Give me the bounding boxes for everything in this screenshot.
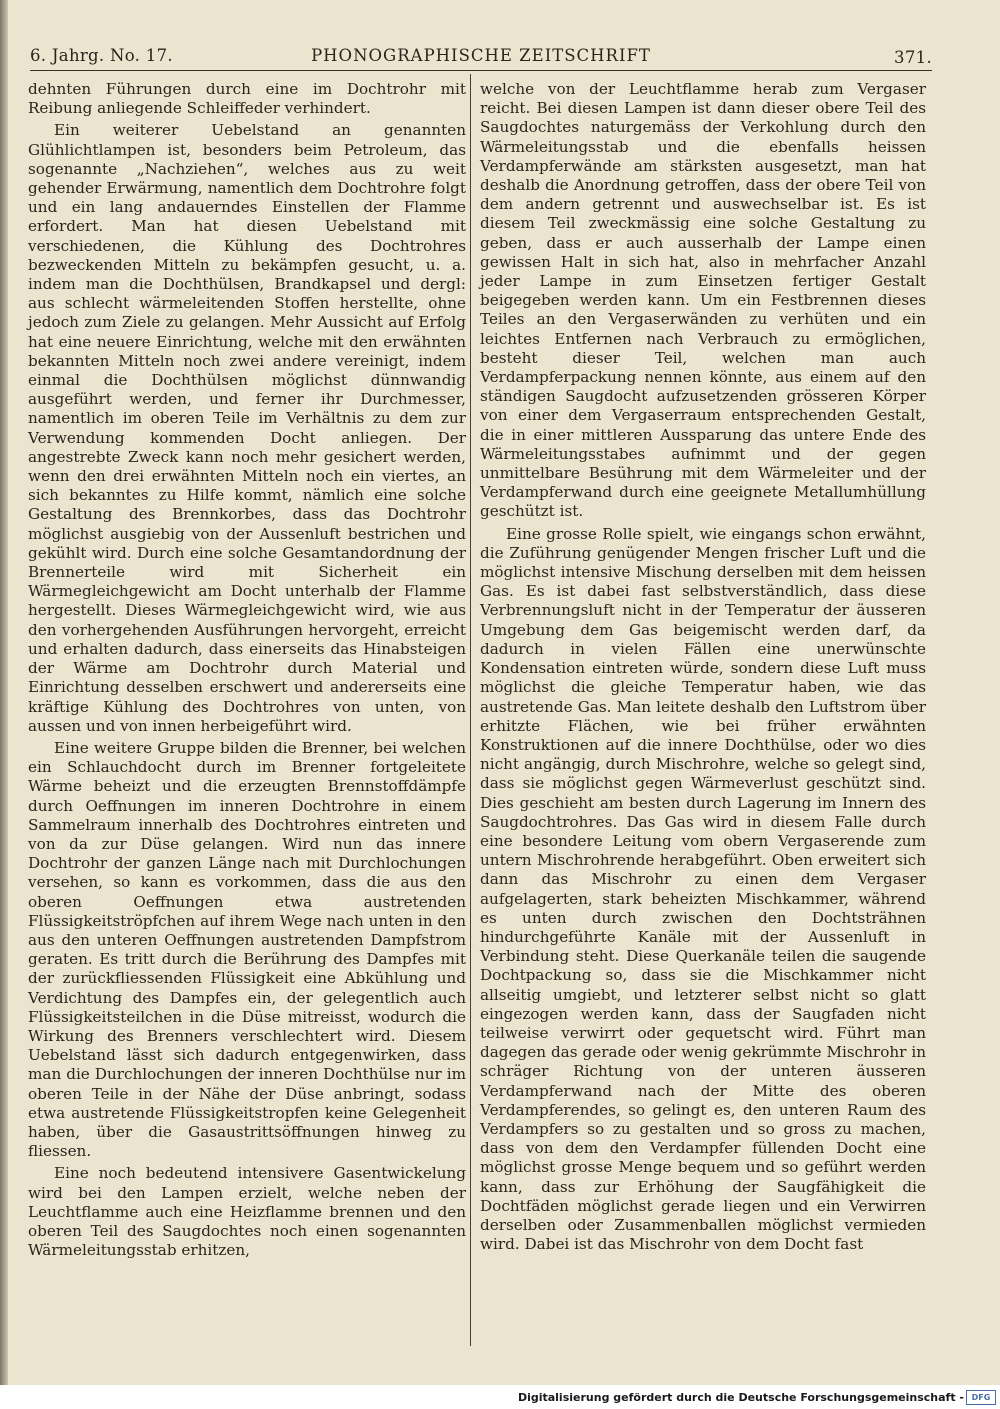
paragraph: Eine noch bedeutend intensivere Gasentwickelung wird bei den Lampen erzielt, welche neben der Leuchtflamme auch eine Heizflamme brennen und den oberen Teil des Saugdochtes noch einen sogenannten Wärmeleitungsstab erhitzen,	[28, 1164, 466, 1260]
journal-title: PHONOGRAPHISCHE ZEITSCHRIFT	[311, 46, 651, 65]
volume-issue: 6. Jahrg. No. 17.	[30, 46, 173, 65]
page-number: 371.	[894, 48, 932, 67]
column-rule	[470, 74, 471, 1346]
page-binding-edge	[0, 0, 8, 1385]
dfg-logo: DFG	[966, 1390, 996, 1405]
paragraph: Eine weitere Gruppe bilden die Brenner, bei welchen ein Schlauchdocht durch im Brenner fortgeleitete Wärme beheizt und die erzeugten Brennstoffdämpfe durch Oeffnungen im inneren Dochtrohre in einem Sammelraum innerhalb des Dochtrohres eintreten und von da zur Düse gelangen. Wird nun das innere Dochtrohr der ganzen Länge nach mit Durchlochungen versehen, so kann es vorkommen, dass die aus den oberen Oeffnungen etwa austretenden Flüssigkeitströpfchen auf ihrem Wege nach unten in den aus den unteren Oeffnungen austretenden Dampfstrom geraten. Es tritt durch die Berührung des Dampfes mit der zurückfliessenden Flüssigkeit eine Abkühlung und Verdichtung des Dampfes ein, der gelegentlich auch Flüssigkeitsteilchen in die Düse mitreisst, wodurch die Wirkung des Brenners verschlechtert wird. Diesem Uebelstand lässt sich dadurch entgegenwirken, dass man die Durchlochungen der inneren Dochthülse nur im oberen Teile in der Nähe der Düse anbringt, sodass etwa austretende Flüssigkeitstropfen keine Gelegenheit haben, über die Gasaustrittsöffnungen hinweg zu fliessen.	[28, 738, 466, 1161]
running-header	[30, 44, 932, 68]
header-rule	[30, 70, 932, 71]
paragraph: dehnten Führungen durch eine im Dochtrohr mit Reibung anliegende Schleiffeder verhindert.	[28, 80, 466, 118]
paragraph: Eine grosse Rolle spielt, wie eingangs schon erwähnt, die Zuführung genügender Mengen frischer Luft und die möglichst intensive Mischung derselben mit dem heissen Gas. Es ist dabei fast selbstverständlich, dass diese Verbrennungsluft nicht in der Temperatur der äusseren Umgebung dem Gas beigemischt werden darf, da dadurch in vielen Fällen eine unerwünschte Kondensation eintreten würde, sondern diese Luft muss möglichst die gleiche Temperatur haben, wie das austretende Gas. Man leitete deshalb den Luftstrom über erhitzte Flächen, wie bei früher erwähnten Konstruktionen auf die innere Dochthülse, oder wo dies nicht angängig, durch Mischrohre, welche so gelegt sind, dass sie möglichst gegen Wärmeverlust geschützt sind. Dies geschieht am besten durch Lagerung im Innern des Saugdochtrohres. Das Gas wird in diesem Falle durch eine besondere Leitung vom obern Vergaserende zum untern Mischrohrende herabgeführt. Oben erweitert sich dann das Mischrohr zu einen dem Vergaser aufgelagerten, stark beheizten Mischkammer, während es unten durch zwischen den Dochtsträhnen hindurchgeführte Kanäle mit der Aussenluft in Verbindung steht. Diese Querkanäle teilen die saugende Dochtpackung so, dass sie die Mischkammer nicht allseitig umgiebt, und letzterer selbst nicht so glatt eingezogen werden kann, dass der Saugfaden nicht teilweise verwirrt oder gequetscht wird. Führt man dagegen das gerade oder wenig gekrümmte Mischrohr in schräger Richtung von der unteren äusseren Verdampferwand nach der Mitte des oberen Verdampferendes, so gelingt es, den unteren Raum des Verdampfers so zu gestalten und so gross zu machen, dass von dem den Verdampfer füllenden Docht eine möglichst grosse Menge bequem und so geführt werden kann, dass zur Erhöhung der Saugfähigkeit die Dochtfäden möglichst gerade liegen und ein Verwirren derselben oder Zusammenballen möglichst vermieden wird. Dabei ist das Mischrohr von dem Docht fast	[480, 524, 926, 1254]
right-column	[480, 80, 926, 1254]
funding-notice: Digitalisierung gefördert durch die Deutsche Forschungsgemeinschaft -	[517, 1391, 964, 1404]
digitization-footer	[0, 1385, 1000, 1409]
paragraph: Ein weiterer Uebelstand an genannten Glühlichtlampen ist, besonders beim Petroleum, das sogenannte „Nachziehen“, welches aus zu weit gehender Erwärmung, namentlich dem Dochtrohre folgt und ein lang andauerndes Einstellen der Flamme erfordert. Man hat diesen Uebelstand mit verschiedenen, die Kühlung des Dochtrohres bezweckenden Mitteln zu bekämpfen gesucht, u. a. indem man die Dochthülsen, Brandkapsel und dergl: aus schlecht wärmeleitenden Stoffen herstellte, ohne jedoch zum Ziele zu gelangen. Mehr Aussicht auf Erfolg hat eine neuere Einrichtung, welche mit den erwähnten bekannten Mitteln noch zwei andere vereinigt, indem einmal die Dochthülsen möglichst dünnwandig ausgeführt werden, und ferner ihr Durchmesser, namentlich im oberen Teile im Verhältnis zu dem zur Verwendung kommenden Docht anliegen. Der angestrebte Zweck kann noch mehr gesichert werden, wenn den drei erwähnten Mitteln noch ein viertes, an sich bekanntes zu Hilfe kommt, nämlich eine solche Gestaltung des Brennkorbes, dass das Dochtrohr möglichst ausgiebig von der Aussenluft bestrichen und gekühlt wird. Durch eine solche Gesamtandordnung der Brennerteile wird mit Sicherheit ein Wärmegleichgewicht am Docht unterhalb der Flamme hergestellt. Dieses Wärmegleichgewicht wird, wie aus den vorhergehenden Ausführungen hervorgeht, erreicht und erhalten dadurch, dass einerseits das Hinabsteigen der Wärme am Dochtrohr durch Material und Einrichtung desselben erschwert und andererseits eine kräftige Kühlung des Dochtrohres von unten, von aussen und von innen herbeigeführt wird.	[28, 121, 466, 735]
left-column	[28, 80, 466, 1260]
paragraph: welche von der Leuchtflamme herab zum Vergaser reicht. Bei diesen Lampen ist dann dieser obere Teil des Saugdochtes naturgemäss der Verkohlung durch den Wärmeleitungsstab und die ebenfalls heissen Verdampferwände am stärksten ausgesetzt, man hat deshalb die Anordnung getroffen, dass der obere Teil von dem andern getrennt und auswechselbar ist. Es ist diesem Teil zweckmässig eine solche Gestaltung zu geben, dass er auch ausserhalb der Lampe einen gewissen Halt in sich hat, also in mehrfacher Anzahl jeder Lampe in zum Einsetzen fertiger Gestalt beigegeben werden kann. Um ein Festbrennen dieses Teiles an den Vergaserwänden zu verhüten und ein leichtes Entfernen nach Verbrauch zu ermöglichen, besteht dieser Teil, welchen man auch Verdampferpackung nennen könnte, aus einem auf den ständigen Saugdocht aufzusetzenden grösseren Körper von einer dem Vergaserraum entsprechenden Gestalt, die in einer mittleren Aussparung das untere Ende des Wärmeleitungsstabes aufnimmt und der gegen unmittelbare Besührung mit dem Wärmeleiter und der Verdampferwand durch eine geeignete Metallumhüllung geschützt ist.	[480, 80, 926, 521]
